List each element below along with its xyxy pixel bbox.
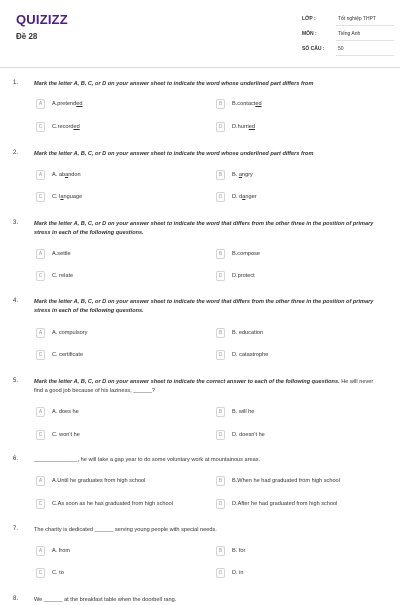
question-text bbox=[34, 150, 379, 159]
underlined-part: a bbox=[60, 194, 64, 200]
exam-title: Đề 28 bbox=[16, 32, 38, 41]
option-letter-box: D bbox=[216, 350, 225, 360]
question-instruction: Mark the letter A, B, C, or D on your answer sheet to indicate the word whose underlined part differs from bbox=[34, 151, 314, 157]
option-text: A.pretended bbox=[52, 101, 83, 107]
underlined-part: a bbox=[238, 172, 242, 178]
question-number: 7. bbox=[13, 526, 19, 532]
option-text: A. compulsory bbox=[52, 330, 88, 336]
option-letter-box: B bbox=[216, 170, 225, 180]
option-text: D.protect bbox=[232, 273, 255, 279]
option-text: D. doesn't he bbox=[232, 432, 265, 438]
question-instruction: Mark the letter A, B, C, or D on your answer sheet to indicate the correct answer to each of the following questions. bbox=[34, 379, 340, 385]
meta-value: Tốt nghiệp THPT bbox=[338, 16, 376, 22]
question-stem: He will never find a good job because of his laziness, ______? bbox=[34, 379, 374, 394]
option-text: B.contacted bbox=[232, 101, 262, 107]
option-text: A. abandon bbox=[52, 172, 81, 178]
option-letter-box: C bbox=[36, 350, 45, 360]
option-letter-box: B bbox=[216, 476, 225, 486]
option-letter-box: B bbox=[216, 546, 225, 556]
option-letter-box: B bbox=[216, 328, 225, 338]
option-letter-box: A bbox=[36, 546, 45, 556]
underlined-part: ed bbox=[76, 101, 83, 107]
option-letter-box: C bbox=[36, 122, 45, 132]
question-text bbox=[34, 526, 379, 535]
option-text: D. danger bbox=[232, 194, 257, 200]
underlined-part: ed bbox=[255, 101, 262, 107]
option-letter-box: A bbox=[36, 170, 45, 180]
option-text: A. does he bbox=[52, 409, 79, 415]
option-letter-box: A bbox=[36, 407, 45, 417]
option-text: A. from bbox=[52, 548, 71, 554]
option-text: D.hurried bbox=[232, 124, 256, 130]
question-instruction: Mark the letter A, B, C, or D on your answer sheet to indicate the word whose underlined part differs from bbox=[34, 81, 314, 87]
option-text: B.When he had graduated from high school bbox=[232, 478, 340, 484]
question-text bbox=[34, 298, 379, 315]
question-number: 6. bbox=[13, 456, 19, 462]
question-stem: ______________, he will take a gap year to do some voluntary work at mountainous areas. bbox=[34, 457, 261, 463]
question-text bbox=[34, 456, 379, 465]
option-text: D. catastrophe bbox=[232, 352, 269, 358]
meta-underline bbox=[336, 40, 394, 41]
option-text: C. language bbox=[52, 194, 83, 200]
option-text: A.Until he graduates from high school bbox=[52, 478, 146, 484]
option-letter-box: D bbox=[216, 192, 225, 202]
option-letter-box: D bbox=[216, 122, 225, 132]
option-letter-box: D bbox=[216, 568, 225, 578]
option-text: C. certificate bbox=[52, 352, 84, 358]
option-letter-box: D bbox=[216, 430, 225, 440]
meta-label: LỚP : bbox=[302, 16, 316, 22]
meta-value: 50 bbox=[338, 46, 344, 52]
option-letter-box: C bbox=[36, 271, 45, 281]
option-text: D.After he had graduated from high school bbox=[232, 501, 338, 507]
option-letter-box: B bbox=[216, 249, 225, 259]
option-text: B. for bbox=[232, 548, 246, 554]
question-number: 3. bbox=[13, 220, 19, 226]
option-letter-box: C bbox=[36, 499, 45, 509]
option-letter-box: A bbox=[36, 476, 45, 486]
question-number: 1. bbox=[13, 80, 19, 86]
underlined-part: a bbox=[65, 172, 69, 178]
underlined-part: ed bbox=[248, 124, 256, 130]
option-letter-box: C bbox=[36, 568, 45, 578]
option-text: B. will he bbox=[232, 409, 255, 415]
question-text bbox=[34, 220, 379, 237]
question-number: 8. bbox=[13, 596, 19, 602]
question-stem: We ______ at the breakfast table when the doorbell rang. bbox=[34, 597, 177, 603]
exam-meta bbox=[302, 13, 394, 58]
option-letter-box: C bbox=[36, 430, 45, 440]
question-text bbox=[34, 378, 379, 395]
option-text: B.compose bbox=[232, 251, 260, 257]
page-header bbox=[0, 0, 400, 68]
meta-row-count bbox=[302, 43, 394, 58]
option-text: C. relate bbox=[52, 273, 74, 279]
option-text: C. won't he bbox=[52, 432, 80, 438]
question-text bbox=[34, 596, 379, 605]
option-text: C. to bbox=[52, 570, 64, 576]
option-letter-box: A bbox=[36, 328, 45, 338]
option-letter-box: D bbox=[216, 271, 225, 281]
meta-label: SỐ CÂU : bbox=[302, 46, 325, 52]
question-number: 5. bbox=[13, 378, 19, 384]
question-stem: The charity is dedicated ______ serving young people with special needs. bbox=[34, 527, 217, 533]
meta-row-class bbox=[302, 13, 394, 28]
underlined-part: ed bbox=[73, 124, 80, 130]
option-text: B. education bbox=[232, 330, 264, 336]
question-instruction: Mark the letter A, B, C, or D on your answer sheet to indicate the word that differs from the other three in the position of primary stress in each of the following questions. bbox=[34, 221, 374, 236]
option-text: C.recorded bbox=[52, 124, 80, 130]
option-letter-box: A bbox=[36, 99, 45, 109]
underlined-part: a bbox=[242, 194, 246, 200]
option-letter-box: D bbox=[216, 499, 225, 509]
option-letter-box: C bbox=[36, 192, 45, 202]
option-text: B. angry bbox=[232, 172, 253, 178]
meta-underline bbox=[336, 55, 394, 56]
meta-row-subject bbox=[302, 28, 394, 43]
option-text: C.As soon as he has graduated from high school bbox=[52, 501, 173, 507]
quizizz-logo: QUIZIZZ bbox=[16, 12, 68, 27]
option-text: D. in bbox=[232, 570, 244, 576]
question-number: 2. bbox=[13, 150, 19, 156]
meta-label: MÔN : bbox=[302, 31, 317, 37]
meta-underline bbox=[336, 25, 394, 26]
option-text: A.settle bbox=[52, 251, 71, 257]
question-number: 4. bbox=[13, 298, 19, 304]
meta-value: Tiếng Anh bbox=[338, 31, 361, 37]
option-letter-box: A bbox=[36, 249, 45, 259]
question-instruction: Mark the letter A, B, C, or D on your answer sheet to indicate the word that differs from the other three in the position of primary stress in each of the following questions. bbox=[34, 299, 374, 314]
question-text bbox=[34, 80, 379, 89]
option-letter-box: B bbox=[216, 407, 225, 417]
option-letter-box: B bbox=[216, 99, 225, 109]
